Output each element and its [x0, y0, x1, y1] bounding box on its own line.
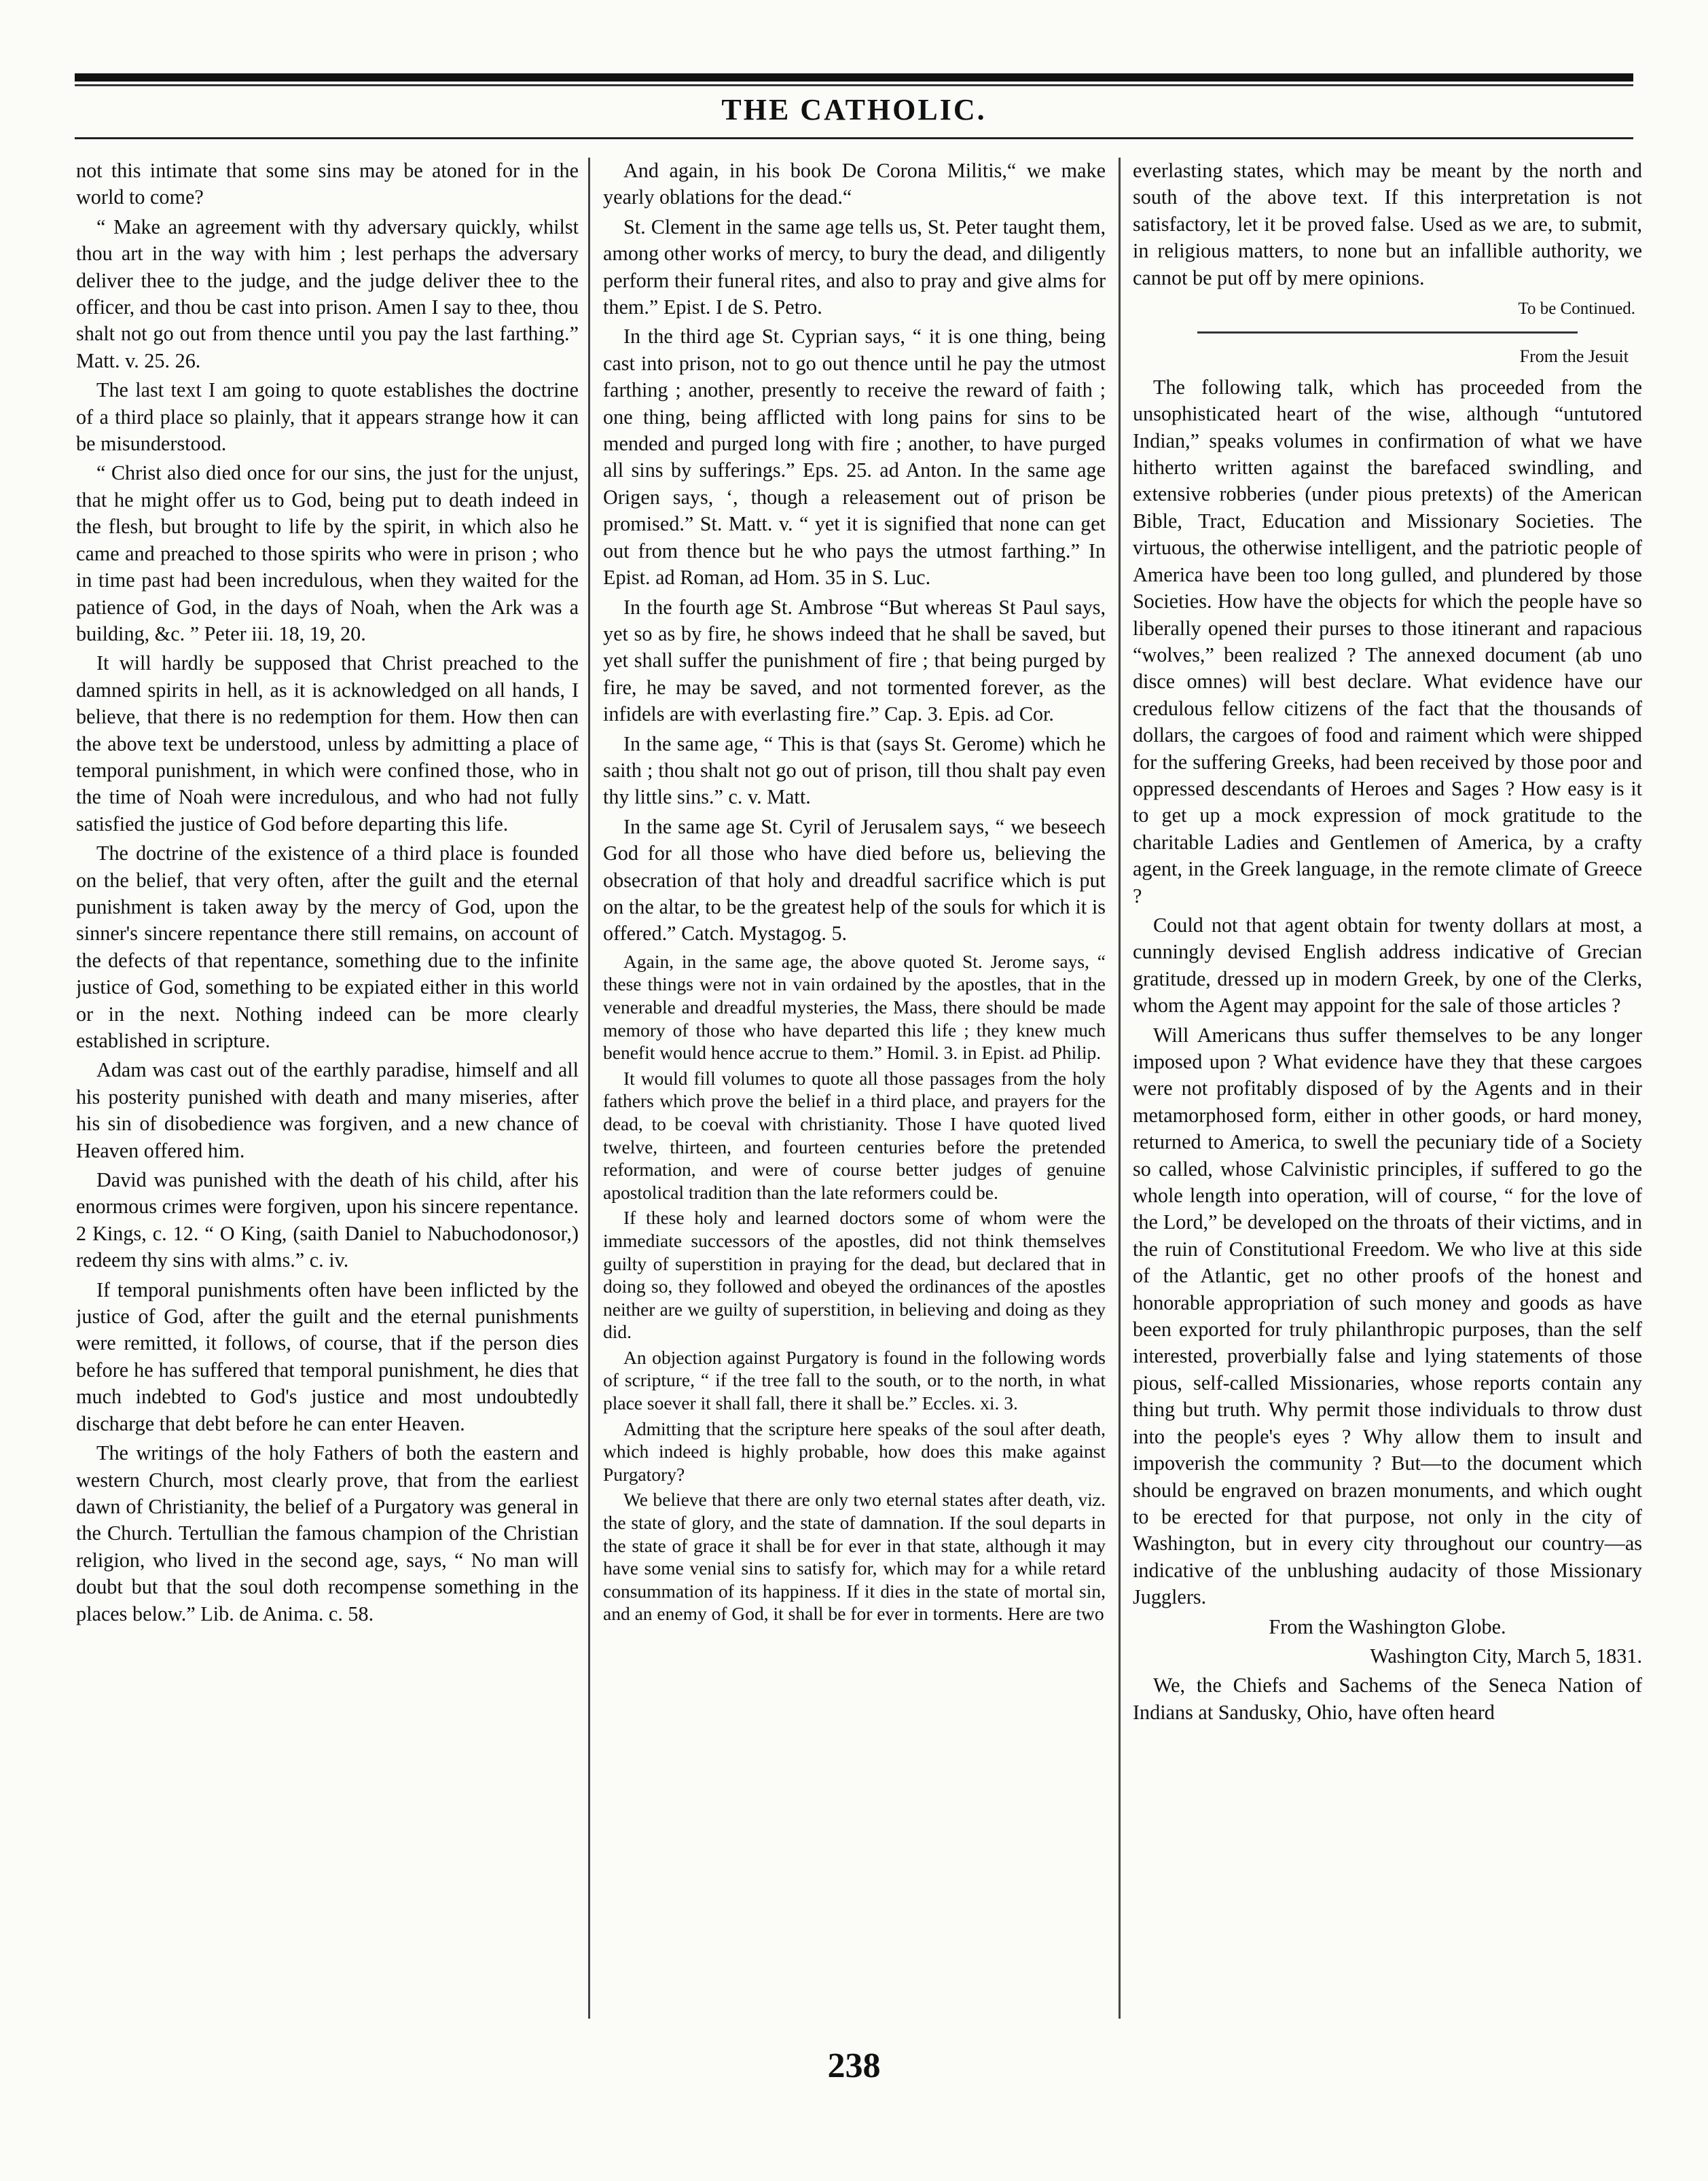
paragraph: everlasting states, which may be meant by the north and south of the above text. If this interpretation is not satisfactory, let it be proved false. Used as we are, to submit, in religious matters, to none but an infallible authority, we cannot be put off by mere opinions.: [1133, 159, 1642, 289]
paragraph: In the fourth age St. Ambrose “But whereas St Paul says, yet so as by fire, he shows indeed that he shall be saved, but yet shall suffer the punishment of fire ; that being purged by fire, he may be saved, and not tormented forever, as the infidels are with everlasting fire.” Cap. 3. Epis. ad Cor.: [603, 595, 1106, 726]
column-middle: [603, 158, 1106, 2025]
paragraph: In the third age St. Cyprian says, “ it is one thing, being cast into prison, not to go out thence until he pay the utmost farthing ; another, presently to receive the reward of faith ; one thing, being afflicted with long pains for sins to be mended and purged long with fire ; another, to have purged all sins by sufferings.” Eps. 25. ad Anton. In the same age Origen says, ‘, though a releasement out of prison be promised.” St. Matt. v. “ yet it is signified that none can get out from thence but he who pays the utmost farthing.” In Epist. ad Roman, ad Hom. 35 in S. Luc.: [603, 325, 1106, 590]
paragraph: “ Make an agreement with thy adversary quickly, whilst thou art in the way with him ; lest perhaps the adversary deliver thee to the judge, and the judge deliver thee to the officer, and thou be cast into prison. Amen I say to thee, thou shalt not go out from thence until you pay the last farthing.” Matt. v. 25. 26.: [76, 215, 579, 372]
page-title: THE CATHOLIC.: [721, 93, 987, 126]
source-credit: From the Jesuit: [1519, 346, 1629, 367]
column-divider: [1119, 158, 1121, 2019]
header-rule: [75, 137, 1633, 139]
paragraph: And again, in his book De Corona Militis,“ we make yearly oblations for the dead.“: [603, 159, 1106, 209]
page-number: 238: [827, 2047, 881, 2085]
paragraph: In the same age, “ This is that (says St. Gerome) which he saith ; thou shalt not go out of prison, till thou shalt pay even thy little sins.” c. v. Matt.: [603, 732, 1106, 809]
paragraph: Could not that agent obtain for twenty dollars at most, a cunningly devised English address indicative of Grecian gratitude, dressed up in modern Greek, by one of the Clerks, whom the Agent may appoint for the sale of those articles ?: [1133, 913, 1642, 1017]
paragraph: The writings of the holy Fathers of both the eastern and western Church, most clearly prove, that from the earliest dawn of Christianity, the belief of a Purgatory was general in the Church. Tertullian the famous champion of the Christian religion, who lived in the second age, says, “ No man will doubt but that the soul doth recompense something in the places below.” Lib. de Anima. c. 58.: [76, 1441, 579, 1625]
paragraph: Admitting that the scripture here speaks of the soul after death, which indeed is highly probable, how does this make against Purgatory?: [603, 1418, 1106, 1485]
paragraph: It would fill volumes to quote all those passages from the holy fathers which prove the belief in a third place, and prayers for the dead, to be coeval with christianity. Those I have quoted lived twelve, thirteen, and fourteen centuries before the pretended reformation, and were of course better judges of genuine apostolical tradition than the late reformers could be.: [603, 1067, 1106, 1203]
paragraph: David was punished with the death of his child, after his enormous crimes were forgiven, upon his sincere repentance. 2 Kings, c. 12. “ O King, (saith Daniel to Nabuchodonosor,) redeem thy sins with alms.” c. iv.: [76, 1168, 579, 1272]
paragraph: In the same age St. Cyril of Jerusalem says, “ we beseech God for all those who have died before us, believing the obsecration of that holy and dreadful sacrifice which is put on the altar, to be the greatest help of the souls for which it is offered.” Catch. Mystagog. 5.: [603, 814, 1106, 945]
dateline: Washington City, March 5, 1831.: [1370, 1644, 1642, 1668]
section-divider: [1197, 331, 1578, 334]
to-be-continued-note: To be Continued.: [1518, 300, 1635, 319]
paragraph: We, the Chiefs and Sachems of the Seneca Nation of Indians at Sandusky, Ohio, have often heard: [1133, 1674, 1642, 1724]
paragraph: We believe that there are only two eternal states after death, viz. the state of glory, and the state of damnation. If the soul departs in the state of grace it shall be for ever in that state, although it may have some venial sins to satisfy for, which may for a while retard consummation of its happiness. If it dies in the state of mortal sin, and an enemy of God, it shall be for ever in torments. Here are two: [603, 1489, 1106, 1625]
paragraph: “ Christ also died once for our sins, the just for the unjust, that he might offer us to God, being put to death indeed in the flesh, but brought to life by the spirit, in which also he came and preached to those spirits who were in prison ; who in time past had been incredulous, when they waited for the patience of God, in the days of Noah, when the Ark was a building, &c. ” Peter iii. 18, 19, 20.: [76, 461, 579, 645]
paragraph: The last text I am going to quote establishes the doctrine of a third place so plainly, that it appears strange how it can be misunderstood.: [76, 378, 579, 456]
paragraph: The doctrine of the existence of a third place is founded on the belief, that very often, after the guilt and the eternal punishment is taken away by the mercy of God, upon the sinner's sincere repentance there still remains, on account of the defects of that repentance, something due to the infinite justice of God, something to be expiated either in this world or in the next. Nothing indeed can be more clearly established in scripture.: [76, 842, 579, 1052]
source-credit: From the Washington Globe.: [1269, 1615, 1506, 1638]
paragraph: If these holy and learned doctors some of whom were the immediate successors of the apostles, did not think themselves guilty of superstition in praying for the dead, but declared that in doing so, they followed and obeyed the ordinances of the apostles neither are we guilty of superstition, in believing and doing as they did.: [603, 1207, 1106, 1343]
paragraph: It will hardly be supposed that Christ preached to the damned spirits in hell, as it is acknowledged on all hands, I believe, that there is no redemption for them. How then can the above text be understood, unless by admitting a place of temporal punishment, in which were confined those, who in the time of Noah were incredulous, and who had not fully satisfied the justice of God before departing this life.: [76, 651, 579, 835]
paragraph: Adam was cast out of the earthly paradise, himself and all his posterity punished with death and many miseries, after his sin of disobedience was forgiven, and a new chance of Heaven offered him.: [76, 1058, 579, 1162]
top-thin-rule: [75, 84, 1633, 86]
paragraph: The following talk, which has proceeded from the unsophisticated heart of the wise, although “untutored Indian,” speaks volumes in confirmation of what we have hitherto written against the barefaced swindling, and extensive robberies (under pious pretexts) of the American Bible, Tract, Education and Missionary Societies. The virtuous, the otherwise intelligent, and the patriotic people of America have been too long gulled, and plundered by those Societies. How have the objects for which the people have so liberally opened their purses to those itinerant and rapacious “wolves,” been realized ? The annexed document (ab uno disce omnes) will best declare. What evidence have our credulous fellow citizens of the fact that the thousands of dollars, the cargoes of food and raiment which were shipped for the suffering Greeks, had been received by those poor and oppressed descendants of Heroes and Sages ? How easy is it to get up a mock expression of mock gratitude to the charitable Ladies and Gentlemen of America, by a crafty agent, in the Greek language, in the remote climate of Greece ?: [1133, 375, 1642, 907]
paragraph: If temporal punishments often have been inflicted by the justice of God, after the guilt and the eternal punishments were remitted, it follows, of course, that if the person dies before he has suffered that temporal punishment, he dies that much indebted to God's justice and most undoubtedly discharge that debt before he can enter Heaven.: [76, 1278, 579, 1435]
top-double-rule: [75, 73, 1633, 82]
paragraph: Will Americans thus suffer themselves to be any longer imposed upon ? What evidence have they that these cargoes were not profitably disposed of by the Agents and in their metamorphosed form, either in other goods, or hard money, returned to America, to swell the pecuniary tide of a Society so called, whose Calvinistic principles, if suffered to go the whole length into operation, will of course, “ for the love of the Lord,” be developed on the throats of their victims, and in the ruin of Constitutional Freedom. We who live at this side of the Atlantic, get no other proofs of the honest and honorable appropriation of such money and goods as have been exported for truly philanthropic purposes, than the self interested, proverbially false and lying statements of those pious, self-called Missionaries, whose reports contain any thing but truth. Why permit those individuals to throw dust into the people's eyes ? Why allow them to insult and impoverish the community ? But—to the document which should be engraved on brazen monuments, and which ought to be erected for that purpose, not only in the city of Washington, but in every city throughout our country—as indicative of the unblushing audacity of those Missionary Jugglers.: [1133, 1023, 1642, 1609]
paragraph: not this intimate that some sins may be atoned for in the world to come?: [76, 159, 579, 209]
column-right: [1133, 158, 1642, 2025]
column-divider: [588, 158, 590, 2019]
column-left: [76, 158, 579, 2025]
paragraph: Again, in the same age, the above quoted St. Jerome says, “ these things were not in vain ordained by the apostles, that in the venerable and dreadful mysteries, the Mass, there should be made memory of those who have departed this life ; they knew much benefit would hence accrue to them.” Homil. 3. in Epist. ad Philip.: [603, 950, 1106, 1064]
paragraph: St. Clement in the same age tells us, St. Peter taught them, among other works of mercy, to bury the dead, and diligently perform their funeral rites, and also to pray and give alms for them.” Epist. I de S. Petro.: [603, 215, 1106, 319]
paragraph: An objection against Purgatory is found in the following words of scripture, “ if the tree fall to the south, or to the north, in what place soever it shall fall, there it shall be.” Eccles. xi. 3.: [603, 1346, 1106, 1414]
